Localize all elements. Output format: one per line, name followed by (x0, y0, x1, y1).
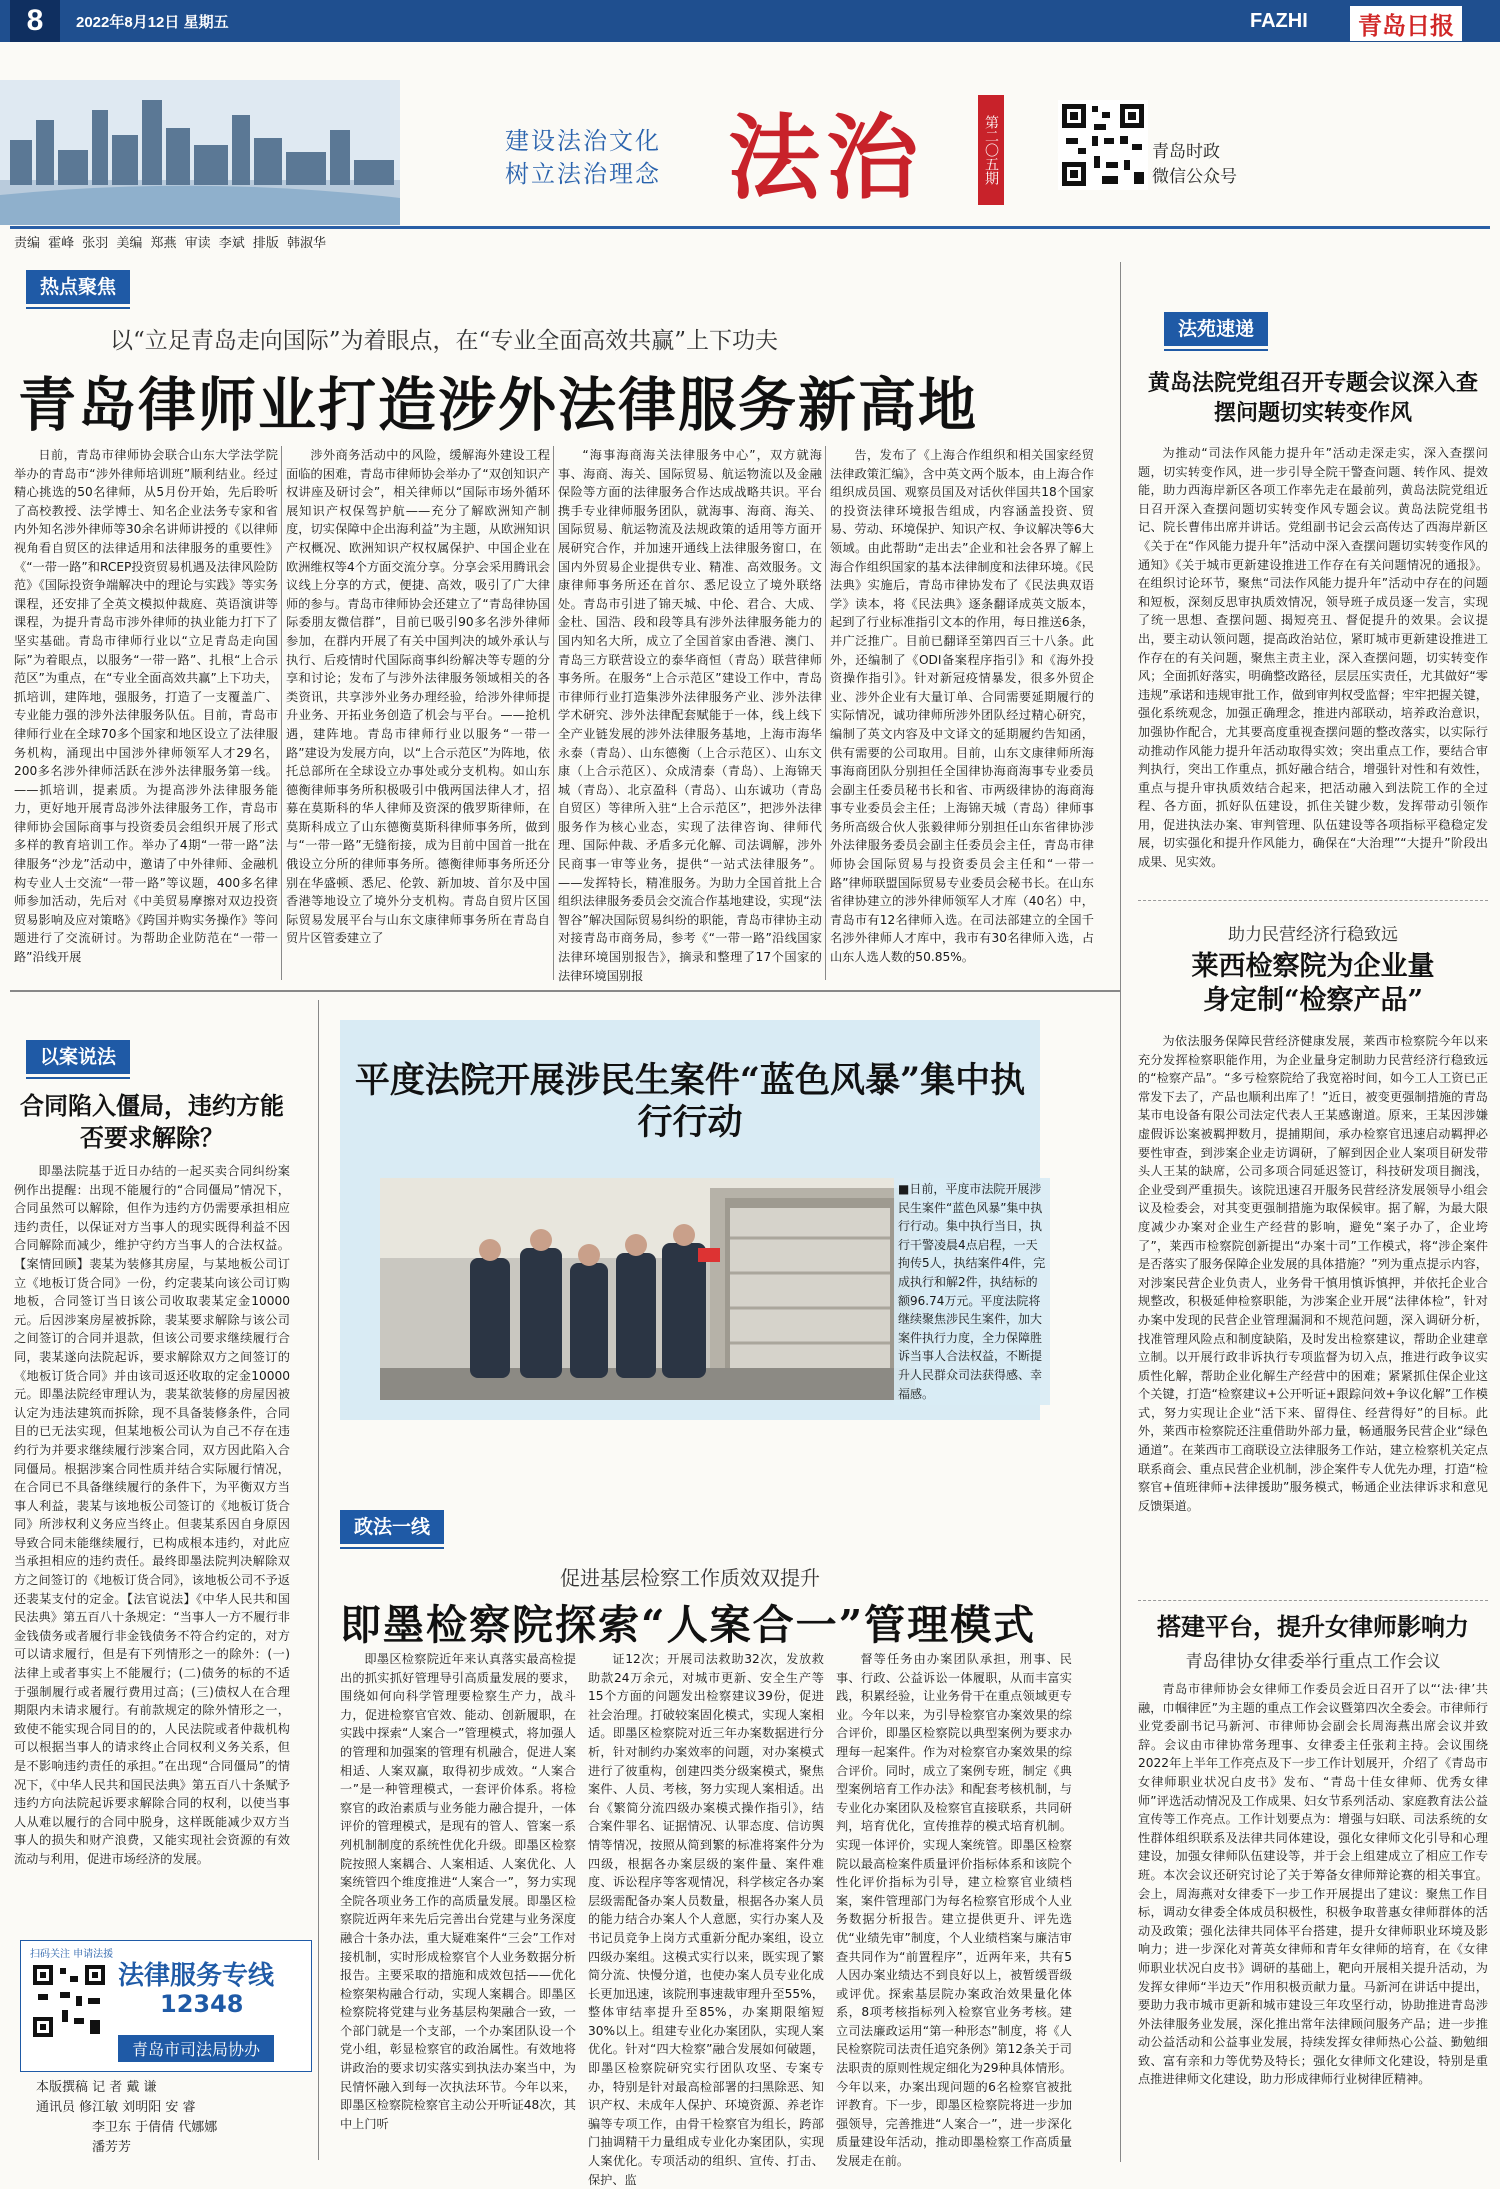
jimo-story-column-1 (340, 1650, 576, 2164)
section-tag-frontline: 政法一线 (340, 1510, 444, 1544)
column-rule (318, 1000, 319, 2160)
laixi-story-kicker: 助力民营经济行稳致远 (1228, 925, 1398, 945)
staff-line-2: 通讯员 修江敏 刘明阳 安 睿 (36, 2100, 196, 2115)
staff-line-1: 本版撰稿 记 者 戴 谦 (36, 2080, 157, 2095)
ad-organizer: 青岛市司法局协办 (118, 2035, 274, 2062)
staff-line-4: 潘芳芳 (92, 2140, 132, 2155)
contract-story-body (14, 1162, 290, 1930)
section-divider (1138, 1600, 1488, 1601)
qr-caption (1152, 140, 1237, 190)
jimo-story-text-3: 督等任务由办案团队承担，刑事、民事、行政、公益诉讼一体履职，从而丰富实践，积累经验，让业务骨干在重点领域更专业。今年以来，为引导检察官办案效果的综合评价，即墨区检察院以典型案例为要求办理每一起案件。作为对检察官办案效果的综合评价。同时，成立了案例专班，制定《典型案例培育工作办法》和配套考核机制，与专业化办案团队及检察官直接联系，共同研判，培育优化，宣传推荐的模式培育机制。实现一体评价，实现人案统管。即墨区检察院以最高检案件质量评价指标体系和该院个性化评价指标为引导，建立检察官业绩档案，案件管理部门为每名检察官形成个人业务数据分析报告。建立提供更升、评先选优“业绩先审”制度，个人业绩档案与廉洁审查共同作为“前置程序”，近两年来，共有5人因办案业绩达不到良好以上，被暂缓晋级或评优。探索基层院办案政治效果量化体系，8项考核指标列入检察官业务考核。建立司法廉政运用“第一种形态”制度，将《人民检察院司法责任追究条例》第12条关于司法职责的原则性规定细化为29种具体情形。今年以来，办案出现问题的6名检察官被批评教育。下一步，即墨区检察院将进一步加强领导，完善推进“人案合一”，进一步深化质量建设年活动，推动即墨检察工作高质量发展走在前。 (836, 1652, 1072, 2169)
main-story-column-3 (558, 446, 822, 983)
women-lawyers-headline: 搭建平台，提升女律师影响力 (1157, 1612, 1469, 1641)
laixi-story-body (1138, 1032, 1488, 1590)
ad-title: 法律服务专线 (118, 1961, 275, 1991)
masthead-divider (10, 226, 1490, 229)
ad-badge: 扫码关注 申请法援 (30, 1949, 114, 1960)
column-rule (553, 446, 554, 980)
court-story-text: 为推动“司法作风能力提升年”活动走深走实，深入查摆问题，切实转变作风，进一步引导全院干警查问题、转作风、提效能，助力西海岸新区各项工作率先走在最前列，黄岛法院党组近日召开深入查摆问题切实转变作风专题会议。黄岛法院党组书记、院长曹伟出席并讲话。党组副书记会云高传达了西海岸新区《关于在“作风能力提升年”活动中深入查摆问题切实转变作风的通知》《关于城市更新建设推进工作存在有关问题情况的通报》。在组织讨论环节，聚焦“司法作风能力提升年”活动中存在的问题和短板，深刻反思审执质效情况，领导班子成员逐一发言，实现了统一思想、查摆问题、揭短亮丑、督促提升的效果。会议提出，要主动认领问题，提高政治站位，紧盯城市更新建设推进工作存在的有关问题，聚焦主责主业，深入查摆问题，切实转变作风；全面抓好落实，明确整改路径，层层压实责任，尤其做好“零违规”承诺和违规审批工作，做到审判权受监督；牢牢把握关键，强化系统观念，加强正确理念，推进内部联动，培养政治意识，加强协作配合，尤其要高度重视查摆问题的整改落实，以实际行动推动作风能力提升年活动取得实效；突出重点工作，要结合审判执行，突出工作重点，抓好融合结合，增强针对性和有效性，重点与提升审执质效结合起来，把活动融入到法院工作的全过程、各方面，抓好队伍建设，抓住关键少数，发挥带动引领作用，促进执法办案、审判管理、队伍建设等各项指标平稳稳定发展，切实强化和提升作风能力，确保在“大治理”“大提升”阶段出成果、见实效。 (1138, 446, 1488, 870)
jimo-story-column-2 (588, 1650, 824, 2187)
jimo-story-kicker: 促进基层检察工作质效双提升 (560, 1566, 820, 1590)
section-name-en: FAZHI (1250, 10, 1308, 32)
photo-caption: ■日前，平度市法院开展涉民生案件“蓝色风暴”集中执行行动。集中执行当日，执行干警凌晨4点启程，一天拘传5人，执结案件4件，完成执行和解2件，执结标的额96.74万元。平度法院将继续聚焦涉民生案件，加大案件执行力度，全力保障胜诉当事人合法权益，不断提升人民群众司法获得感、幸福感。 (894, 1178, 1050, 1405)
main-story-text-2: 涉外商务活动中的风险，缓解海外建设工程面临的困难，青岛市律师协会举办了“双创知识产权讲座及研讨会”，相关律师以“国际市场外循环展知识产权保驾护航——充分了解欧洲知产制度，切实保障中企出海利益”为主题，从欧洲知识产权概况、欧洲知识产权权属保护、中国企业在欧洲维权等4个方面交流分享。分享会采用腾讯会议线上分享的方式，便捷、高效，吸引了广大律师的参与。青岛市律师协会还建立了“青岛律协国际委朋友微信群”，目前已吸引90多名涉外律师参加，在群内开展了有关中国判决的域外承认与执行、后疫情时代国际商事纠纷解决等专题的分享和讨论；发布了与涉外法律服务领域相关的各类资讯，共享涉外业务办理经验，给涉外律师提升业务、开拓业务创造了机会与平台。——抢机遇，建阵地。青岛市律师行业以服务“一带一路”建设为发展方向，以“上合示范区”为阵地，依托总部所在全球设立办事处或分支机构。如山东德衡律师事务所积极吸引中俄两国法律人才，招募在莫斯科的华人律师及资深的俄罗斯律师，在莫斯科成立了山东德衡莫斯科律师事务所，做到与“一带一路”无缝衔接，成为目前中国首一批在俄设立分所的律师事务所。德衡律师事务所还分别在华盛顿、悉尼、伦敦、新加坡、首尔及中国香港等地设立了境外分支机构。青岛自贸片区国际贸易发展平台与山东文康律师事务所在青岛自贸片区管委建立了 (286, 448, 550, 946)
ad-phone-number: 12348 (160, 1990, 244, 2018)
qr-code-image (1058, 100, 1148, 190)
staff-line-3: 李卫东 于倩倩 代娜娜 (92, 2120, 218, 2135)
issue-date: 2022年8月12日 星期五 (76, 14, 229, 31)
slogan-line-2: 树立法治理念 (505, 160, 661, 188)
jimo-story-text-1: 即墨区检察院近年来认真落实最高检提出的抓实抓好管理导引高质量发展的要求，围绕如何向科学管理要检察生产力，战斗力，促进检察官官效、能动、创新履职，在实践中探索“人案合一”管理模式，将加强人的管理和加强案的管理有机融合，促进人案相适、人案双赢，取得初步成效。“人案合一”是一种管理模式，一套评价体系。将检察官的政治素质与业务能力融合提升，一体评价的管理模式，是现有的管人、管案一系列机制制度的系统性优化升级。即墨区检察院按照人案耦合、人案相适、人案优化、人案统管四个维度推进“人案合一”，努力实现全院各项业务工作的高质量发展。即墨区检察院近两年来先后完善出台党建与业务深度融合十条办法，重大疑难案件“三会”工作对接机制，实时形成检察官个人业务数据分析报告。主要采取的措施和成效包括——优化检察架构融合行动，实现人案耦合。即墨区检察院将党建与业务基层构架融合一致，一个部门就是一个支部，一个办案团队设一个党小组，彰显检察官的政治属性。有效地将讲政治的要求切实落实到执法办案当中，为民情怀融入到每一次执法环节。今年以来，即墨区检察院检察官主动公开听证48次，其中上门听 (340, 1652, 576, 2131)
ad-qr-code-image (30, 1962, 108, 2040)
laixi-story-text: 为依法服务保障民营经济健康发展，莱西市检察院今年以来充分发挥检察职能作用，为企业量身定制助力民营经济行稳致远的“检察产品”。“多亏检察院给了我宽裕时间，如今工人工资已正常发下去了，产品也顺利出库了！”近日，被变更强制措施的青岛某市电设备有限公司法定代表人王某感谢道。原来，王某因涉嫌虚假诉讼案被羁押数月，提捕期间，承办检察官迅速启动羁押必要性审查，到涉案企业走访调研，了解到因企业人案项目研发带头人王某的缺席，公司多项合同延迟签订，科技研发项目搁浅，企业受到严重损失。该院迅速召开服务民营经济发展领导小组会议及检委会，对其变更强制措施为取保候审。据了解，为最大限度减少办案对企业生产经营的影响，避免“案子办了，企业垮了”，莱西市检察院创新提出“办案十司”工作模式，将“涉企案件是否落实了服务保障企业发展的具体措施？”列为重点提示内容，对涉案民营企业负责人，业务骨干慎用慎诉慎押，并依托企业合规整改，积极延伸检察职能，为涉案企业开展“法律体检”，针对办案中发现的民营企业管理漏洞和不规范问题，深入调研分析，找准管理风险点和制度缺陷，及时发出检察建议，帮助企业建章立制。以开展行政非诉执行专项监督为切入点，推进行政争议实质性化解，帮助企业化解生产经营中的困难；紧紧抓住保企业这个关键，打造“检察建议+公开听证+跟踪问效+争议化解”工作模式，努力实现让企业“活下来、留得住、经营得好”的目标。此外，莱西市检察院还注重借助外部力量，畅通服务民营企业“绿色通道”。在莱西市工商联设立法律服务工作站，建立检察机关定点联系商会、重点民营企业机制，涉企案件专人优先办理，打造“检察官+值班律师+法律援助”服务模式，畅通企业法律诉求和意见反馈渠道。 (1138, 1034, 1488, 1513)
masthead-slogan (505, 125, 661, 191)
contract-story-headline: 合同陷入僵局，违约方能否要求解除？ (20, 1091, 284, 1152)
column-rule (825, 446, 826, 980)
horizontal-divider (10, 990, 1120, 992)
main-story-text-4: 告，发布了《上海合作组织和相关国家经贸法律政策汇编》，含中英文两个版本，由上海合作组织成员国、观察员国及对话伙伴国共18个国家的投资法律环境报告组成，内容涵盖投资、贸易、劳动、环境保护、知识产权、争议解决等6大领域。由此帮助“走出去”企业和社会各界了解上海合作组织国家的基本法律制度和法律环境。《民法典》实施后，青岛市律协发布了《民法典双语学》读本，将《民法典》逐条翻译成英文版本，起到了行业标准指引文本的作用，每日推送6条，并广泛推广。目前已翻译至第四百三十八条。此外，还编制了《ODI备案程序指引》和《海外投资操作指引》。针对新冠疫情暴发，很多外贸企业、涉外企业有大量订单、合同需要延期履行的实际情况，诚功律师所涉外团队经过精心研究，编制了英文内容及中文译文的延期履约告知函，供有需要的公司取用。目前，山东文康律师所海事海商团队分别担任全国律协海商海事专业委员会副主任委员秘书长和省、市两级律协的海商海事专业委员会主任；上海锦天城（青岛）律师事务所高级合伙人张毅律师分别担任山东省律协涉外法律服务委员会副主任委员会主任，青岛市律师协会国际贸易与投资委员会主任和“一带一路”律师联盟国际贸易专业委员会秘书长。在山东省律协建立的涉外律师领军人才库（40名）中，青岛市有12名律师入选。在司法部建立的全国千名涉外律师人才库中，我市有30名律师入选，占山东人选人数的50.85%。 (830, 448, 1094, 965)
qr-caption-line-1: 青岛时政 (1152, 142, 1220, 162)
section-title: 法治 (728, 104, 925, 212)
section-tag-court-news: 法苑速递 (1164, 312, 1268, 346)
main-story-column-4 (830, 446, 1094, 980)
section-tag-case-law: 以案说法 (26, 1040, 130, 1074)
women-lawyers-text: 青岛市律师协会女律师工作委员会近日召开了以“‘法·律’共融，巾帼律匠”为主题的重点工作会议暨第四次全委会。市律师行业党委副书记马新河、市律师协会副会长周海燕出席会议并致辞。会议由市律协常务理事、女律委主任张莉主持。会议围绕2022年上半年工作亮点及下一步工作计划展开，介绍了《青岛市女律师职业状况白皮书》发布、“青岛十佳女律师、优秀女律师”评选活动情况及工作成果、妇女节系列活动、家庭教育法公益宣传等工作亮点。工作计划要点为：增强与妇联、司法系统的女性群体组织联系及法律共同体建设，强化女律师文化引导和心理建设，加强女律师队伍建设等，并于会上组建成立了相应工作专班。本次会议还研究讨论了关于筹备女律师辩论赛的相关事宜。会上，周海燕对女律委下一步工作开展提出了建议：聚焦工作目标，调动女律委全体成员积极性，积极争取普惠女律师群体的活动及政策；强化法律共同体平台搭建，提升女律师职业环境及影响力；进一步深化对菁英女律师和青年女律师的培育，在《女律师职业状况白皮书》调研的基础上，靶向开展相关提升活动，为发挥女律师“半边天”作用积极贡献力量。马新河在讲话中提出，要助力我市城市更新和城市建设三年攻坚行动，协助推进青岛涉外法律服务业发展，深化推出常年法律顾问服务产品；进一步推动公益活动和公益事业发展，持续发挥女律师热心公益、勤勉细致、富有亲和力等优势及特长；强化女律师文化建设，特别是重点推进律师文化建设，助力形成律师行业树律匠精神。 (1138, 1682, 1488, 2087)
laixi-story-headline: 莱西检察院为企业量身定制“检察产品” (1191, 951, 1435, 1016)
main-story-headline: 青岛律师业打造涉外法律服务新高地 (18, 371, 979, 439)
court-story-body (1138, 444, 1488, 872)
women-lawyers-subtitle: 青岛律协女律委举行重点工作会议 (1185, 1652, 1441, 1672)
editors-line: 责编 霍峰 张羽 美编 郑燕 审读 李斌 排版 韩淑华 (14, 236, 327, 251)
section-tag-hot-topics: 热点聚焦 (26, 270, 130, 304)
jimo-story-headline: 即墨检察院探索“人案合一”管理模式 (340, 1601, 1037, 1649)
women-lawyers-body (1138, 1680, 1488, 2164)
main-story-text-1: 日前，青岛市律师协会联合山东大学法学院举办的青岛市“涉外律师培训班”顺利结业。经过精心挑选的50名律师，从5月份开始，先后聆听了高校教授、法学博士、知名企业法务专家和省内外知名涉外律师等30余名讲师讲授的《以律师视角看自贸区的法律适用和法律服务的重要性》《“一带一路”和RCEP投资贸易机遇及法律风险防范》《国际投资争端解决中的理论与实践》等实务课程，还安排了全英文模拟仲裁庭、英语演讲等课程，为提升青岛市涉外律师的执业能力打下了坚实基础。青岛市律师行业以“立足青岛走向国际”为着眼点，以服务“一带一路”、扎根“上合示范区”为重点，在“专业全面高效共赢”上下功夫，抓培训，建阵地，强服务，打造了一支覆盖广、专业能力强的涉外法律服务队伍。目前，青岛市律师行业在全球70多个国家和地区设立了法律服务机构，涌现出中国涉外律师领军人才29名，200多名涉外律师活跃在涉外法律服务第一线。——抓培训，提素质。为提高涉外法律服务能力，更好地开展青岛涉外法律服务工作，青岛市律师协会国际商事与投资委员会组织开展了形式多样的教育培训工作。举办了4期“一带一路”法律服务“沙龙”活动中，邀请了中外律师、金融机构专业人士交流“一带一路”等议题，400多名律师参加活动，先后对《中美贸易摩擦对双边投资贸易影响及应对策略》《跨国并购实务操作》等问题进行了交流研讨。为帮助企业防范在“一带一路”沿线开展 (14, 448, 278, 965)
main-story-kicker: 以“立足青岛走向国际”为着眼点，在“专业全面高效共赢”上下功夫 (110, 328, 779, 354)
photo-story-headline: 平度法院开展涉民生案件“蓝色风暴”集中执行行动 (354, 1060, 1026, 1143)
staff-credits (36, 2078, 217, 2158)
qr-caption-line-2: 微信公众号 (1152, 167, 1237, 187)
main-story-text-3: “海事海商海关法律服务中心”，双方就海事、海商、海关、国际贸易、航运物流以及金融保险等方面的法律服务合作达成战略共识。平台携手专业律师服务团队，就海事、海商、海关、国际贸易、航运物流及法规政策的适用等方面开展研究合作，并加速开通线上法律服务窗口，在国内外贸易企业提供专业、精准、高效服务。文康律师事务所还在首尔、悉尼设立了境外联络处。青岛市引进了锦天城、中伦、君合、大成、金杜、国浩、段和段等具有涉外法律服务能力的国内知名大所，成立了全国首家由香港、澳门、青岛三方联营设立的泰华商恒（青岛）联营律师事务所。在服务“上合示范区”建设工作中，青岛市律师行业打造集涉外法律服务产业、涉外法律学术研究、涉外法律配套赋能于一体，线上线下全产业链发展的涉外法律服务基地，上海市海华永泰（青岛）、山东德衡（上合示范区）、山东文康（上合示范区）、众成清泰（青岛）、上海锦天城（青岛）、北京盈科（青岛）、山东诚功（青岛自贸区）等律所入驻“上合示范区”，把涉外法律服务作为核心业态，实现了法律咨询、律师代理、国际仲裁、矛盾多元化解、司法调解，涉外民商事一审等业务，提供“一站式法律服务”。——发挥特长，精准服务。为助力全国首批上合组织法律服务委员会交流合作基地建设，实现“法智谷”解决国际贸易纠纷的职能，青岛市律协主动对接青岛市商务局，参考《“一带一路”沿线国家法律环境国别报告》，摘录和整理了17个国家的法律环境国别报 (558, 448, 822, 983)
page-number: 8 (10, 0, 60, 42)
newspaper-logo: 青岛日报 (1350, 6, 1462, 41)
contract-story-text: 即墨法院基于近日办结的一起买卖合同纠纷案例作出提醒：出现不能履行的“合同僵局”情况下，合同虽然可以解除，但作为违约方仍需要承担相应违约责任，以保证对方当事人的现实既得利益不因合同解除而减少，维护守约方当事人的合法权益。【案情回顾】裴某为装修其房屋，与某地板公司订立《地板订货合同》一份，约定裴某向该公司订购地板，合同签订当日该公司收取裴某定金10000元。后因涉案房屋被拆除，裴某要求解除与该公司之间签订的合同并退款，但该公司要求继续履行合同，裴某遂向法院起诉，要求解除双方之间签订的《地板订货合同》并由该司返还收取的定金10000元。即墨法院经审理认为，裴某欲装修的房屋因被认定为违法建筑而拆除，现不具备装修条件，合同目的已无法实现，但某地板公司认为自己不存在违约行为并要求继续履行涉案合同，双方因此陷入合同僵局。根据涉案合同性质并结合实际履行情况，在合同已不具备继续履行的条件下，为平衡双方当事人利益，裴某与该地板公司签订的《地板订货合同》所涉权利义务应当终止。但裴某系因自身原因导致合同未能继续履行，已构成根本违约，对此应当承担相应的违约责任。最终即墨法院判决解除双方之间签订的《地板订货合同》，该地板公司不予返还裴某支付的定金。【法官说法】《中华人民共和国民法典》第五百八十条规定：“当事人一方不履行非金钱债务或者履行非金钱债务不符合约定的，对方可以请求履行，但是有下列情形之一的除外：(一)法律上或者事实上不能履行；(二)债务的标的不适于强制履行或者履行费用过高；(三)债权人在合理期限内未请求履行。有前款规定的除外情形之一，致使不能实现合同目的的，人民法院或者仲裁机构可以根据当事人的请求终止合同权利义务关系，但是不影响违约责任的承担。”在出现“合同僵局”的情况下，《中华人民共和国民法典》第五百八十条赋予违约方向法院起诉要求解除合同的权利，以使当事人从难以履行的合同中脱身，这样既能减少双方当事人的损失和财产浪费，又能实现社会资源的有效流动与利用，促进市场经济的发展。 (14, 1164, 290, 1866)
main-story-column-1 (14, 446, 278, 980)
issue-badge: 第二〇五期 (978, 95, 1004, 205)
city-skyline-image (0, 80, 400, 225)
jimo-story-column-3 (836, 1650, 1072, 2169)
column-rule (281, 446, 282, 980)
jimo-story-text-2: 证12次；开展司法救助32次，发放救助款24万余元，对城市更新、安全生产等15个方面的问题发出检察建议39份，促进社会治理。打破较案固化模式，实现人案相适。即墨区检察院对近三年办案数据进行分析，针对制约办案效率的问题，对办案模式进行了彼重构，创建四类分级案模式，聚焦案件、人员、考核，努力实现人案相适。出台《繁简分流四级办案模式操作指引》，结合案件罪名、证据情况、认罪态度、信访舆情等情况，按照从简到繁的标准将案件分为四级，根据各办案层级的案件量、案件难度、诉讼程序等客观情况，科学核定各办案层级需配备办案人员数量，根据各办案人员的能力结合办案人个人意愿，实行办案人及书记员竞争上岗方式重新分配办案组，设立四级办案组。这模式实行以来，既实现了繁简分流、快慢分道，也使办案人员专业化成长更加迅速，该院刑事速裁审理升至55%，整体审结率提升至85%，办案期限缩短30%以上。组建专业化办案团队，实现人案优化。针对“四大检察”融合发展如何破题，即墨区检察院研究实行团队攻坚、专案专办，特别是针对最高检部署的扫黑除恶、知识产权、未成年人保护、环境资源、养老诈骗等专项工作，由骨干检察官为组长，跨部门抽调精干力量组成专业化办案团队，实现人案优化。专项活动的组织、宣传、打击、保护、监 (588, 1652, 824, 2187)
main-story-column-2 (286, 446, 550, 980)
section-divider (1138, 900, 1488, 901)
court-story-headline: 黄岛法院党组召开专题会议深入查摆问题切实转变作风 (1147, 370, 1478, 426)
right-column-divider (1120, 262, 1121, 2162)
slogan-line-1: 建设法治文化 (505, 127, 661, 155)
enforcement-officers-photo (380, 1178, 915, 1400)
